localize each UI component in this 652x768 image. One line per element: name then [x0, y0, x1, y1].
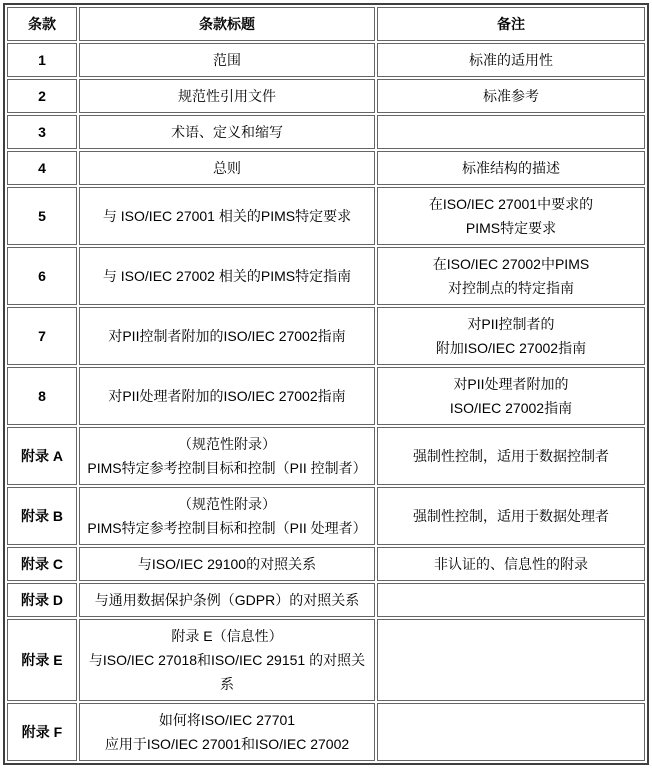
table-row: [7, 367, 645, 425]
clause-cell: 附录 A: [7, 427, 77, 485]
title-cell: 总则: [79, 151, 375, 185]
clause-cell: 附录 E: [7, 619, 77, 701]
clause-cell: 附录 D: [7, 583, 77, 617]
table-row: [7, 43, 645, 77]
title-cell: （规范性附录） PIMS特定参考控制目标和控制（PII 处理者）: [79, 487, 375, 545]
header-cell-clause: 条款: [7, 7, 77, 41]
title-cell: 与通用数据保护条例（GDPR）的对照关系: [79, 583, 375, 617]
table-row: [7, 487, 645, 545]
title-cell: 术语、定义和缩写: [79, 115, 375, 149]
remark-cell: 非认证的、信息性的附录: [377, 547, 645, 581]
remark-cell: 在ISO/IEC 27001中要求的 PIMS特定要求: [377, 187, 645, 245]
title-cell: 对PII处理者附加的ISO/IEC 27002指南: [79, 367, 375, 425]
iso27701-clause-table: [3, 3, 649, 765]
remark-cell: 标准结构的描述: [377, 151, 645, 185]
clause-cell: 附录 B: [7, 487, 77, 545]
title-cell: 规范性引用文件: [79, 79, 375, 113]
title-cell: 与 ISO/IEC 27001 相关的PIMS特定要求: [79, 187, 375, 245]
title-cell: 范围: [79, 43, 375, 77]
title-cell: 附录 E（信息性） 与ISO/IEC 27018和ISO/IEC 29151 的对照关系: [79, 619, 375, 701]
remark-cell: 对PII处理者附加的 ISO/IEC 27002指南: [377, 367, 645, 425]
title-cell: 如何将ISO/IEC 27701 应用于ISO/IEC 27001和ISO/IEC 27002: [79, 703, 375, 761]
remark-cell: 标准的适用性: [377, 43, 645, 77]
remark-cell: [377, 619, 645, 701]
clause-cell: 8: [7, 367, 77, 425]
clause-cell: 7: [7, 307, 77, 365]
remark-cell: 在ISO/IEC 27002中PIMS 对控制点的特定指南: [377, 247, 645, 305]
table-row: [7, 703, 645, 761]
table-row: [7, 427, 645, 485]
table-row: [7, 115, 645, 149]
remark-cell: [377, 703, 645, 761]
title-cell: （规范性附录） PIMS特定参考控制目标和控制（PII 控制者）: [79, 427, 375, 485]
clause-cell: 1: [7, 43, 77, 77]
table-row: [7, 547, 645, 581]
clause-cell: 5: [7, 187, 77, 245]
clause-cell: 2: [7, 79, 77, 113]
table-row: [7, 583, 645, 617]
table-header: [7, 7, 645, 41]
table-row: [7, 247, 645, 305]
table-row: [7, 151, 645, 185]
table-row: [7, 187, 645, 245]
header-row: [7, 7, 645, 41]
table-row: [7, 79, 645, 113]
table-row: [7, 307, 645, 365]
table-row: [7, 619, 645, 701]
table-body: [7, 43, 645, 761]
remark-cell: [377, 583, 645, 617]
header-cell-title: 条款标题: [79, 7, 375, 41]
remark-cell: 强制性控制，适用于数据控制者: [377, 427, 645, 485]
clause-cell: 6: [7, 247, 77, 305]
remark-cell: 对PII控制者的 附加ISO/IEC 27002指南: [377, 307, 645, 365]
header-cell-remark: 备注: [377, 7, 645, 41]
clause-cell: 3: [7, 115, 77, 149]
title-cell: 与 ISO/IEC 27002 相关的PIMS特定指南: [79, 247, 375, 305]
title-cell: 与ISO/IEC 29100的对照关系: [79, 547, 375, 581]
clause-cell: 附录 C: [7, 547, 77, 581]
remark-cell: 强制性控制，适用于数据处理者: [377, 487, 645, 545]
clause-cell: 附录 F: [7, 703, 77, 761]
remark-cell: [377, 115, 645, 149]
title-cell: 对PII控制者附加的ISO/IEC 27002指南: [79, 307, 375, 365]
clause-cell: 4: [7, 151, 77, 185]
remark-cell: 标准参考: [377, 79, 645, 113]
